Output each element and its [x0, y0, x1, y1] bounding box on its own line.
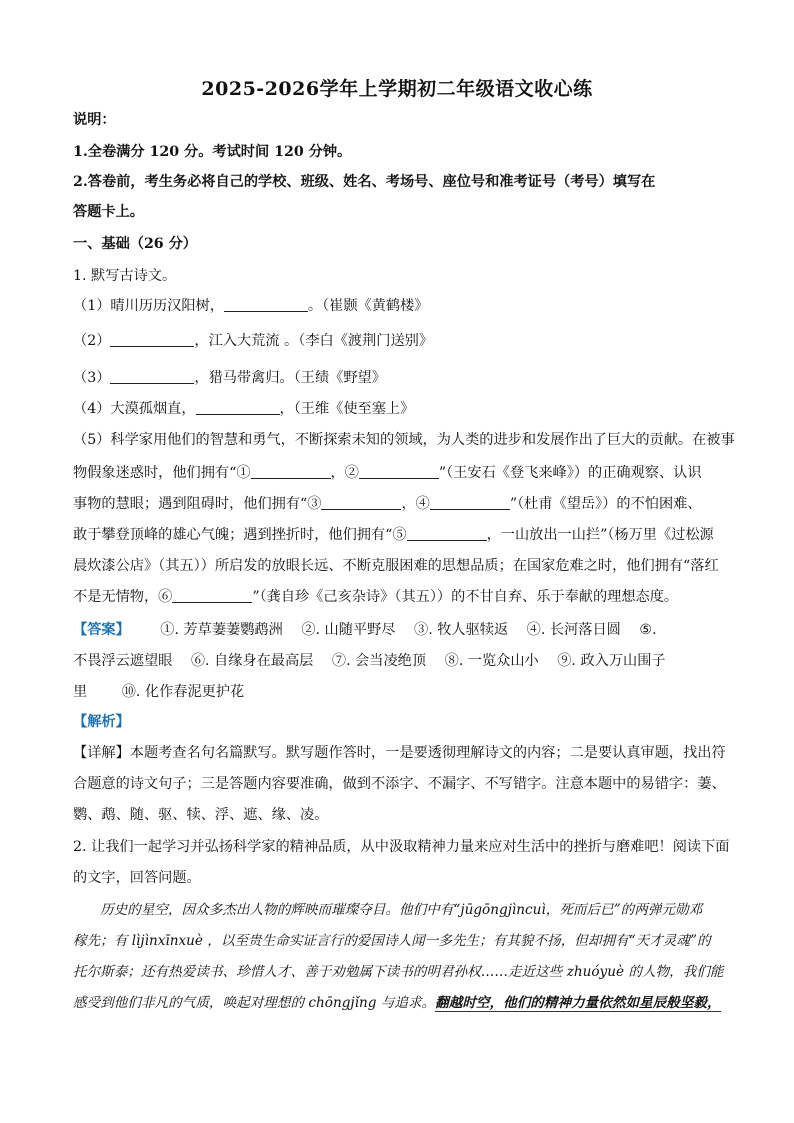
passage-line-4: 感受到他们非凡的气质，唤起对理想的 chōngjǐng 与追求。翻越时空，他们的精神力量依然如星辰般坚毅， [73, 995, 721, 1011]
question-1-item-4: （4）大漠孤烟直， ，（王维《使至塞上》 [73, 401, 415, 417]
answer-item: ⑧. 一览众山小 [444, 653, 539, 669]
answer-blank[interactable] [321, 495, 401, 510]
answers-line-1 [73, 620, 733, 640]
answer-blank[interactable] [172, 588, 252, 603]
analysis-label: 【解析】 [73, 714, 130, 730]
answers-line-2 [73, 651, 733, 671]
answer-blank[interactable] [110, 369, 194, 384]
detail-line-1: 【详解】本题考查名句名篇默写。默写题作答时，一是要透彻理解诗文的内容；二是要认真审题，找出符 [73, 745, 726, 761]
answer-item: ⑨. 政入万山围子 [557, 653, 666, 669]
answer-blank[interactable] [196, 400, 280, 415]
question-1-prompt: 1. 默写古诗文。 [73, 268, 177, 284]
answer-blank[interactable] [110, 332, 194, 347]
question-2-line-2: 的文字，回答问题。 [73, 870, 201, 886]
question-1-item-5-line-3: 事物的慧眼；遇到阻碍时，他们拥有“③ ，④ ”（杜甫《望岳》）的不怕困难、 [73, 496, 702, 512]
question-1-item-5-line-4: 敢于攀登顶峰的雄心气魄；遇到挫折时，他们拥有“⑤ ，一山放出一山拦”（杨万里《过松源 [73, 527, 714, 543]
detail-line-3: 鹦、鹉、随、驱、犊、浮、遮、缘、凌。 [73, 807, 329, 823]
answer-blank[interactable] [359, 464, 439, 479]
answer-item: ⑥. 自缘身在最高层 [190, 653, 314, 669]
answers-line-3 [73, 682, 733, 702]
answer-item: ⑦. 会当凌绝顶 [331, 653, 427, 669]
answer-item: 不畏浮云遮望眼 [73, 653, 173, 669]
note-2-line-2: 答题卡上。 [73, 204, 144, 220]
page-title: 2025-2026学年上学期初二年级语文收心练 [201, 78, 593, 100]
question-1-item-3: （3） ，猎马带禽归。（王绩《野望》 [73, 370, 386, 386]
answer-item: ⑤. [639, 622, 657, 638]
answer-blank[interactable] [430, 495, 510, 510]
answer-item: ④. 长河落日圆 [526, 622, 621, 638]
question-1-item-5-line-6: 不是无情物，⑥ ”（龚自珍《己亥杂诗》（其五））的不甘自弃、乐于奉献的理想态度。 [73, 589, 679, 605]
question-1-item-5-line-1: （5）科学家用他们的智慧和勇气，不断探索未知的领域，为人类的进步和发展作出了巨大的贡献。在被事 [73, 432, 735, 448]
passage-line-3: 托尔斯泰；还有热爱读书、珍惜人才、善于劝勉属下读书的明君孙权……走近这些 zhuóyuè 的人物，我们能 [73, 964, 724, 980]
section-heading: 一、基础（26 分） [73, 236, 197, 252]
question-1-item-2: （2） ，江入大荒流 。（李白《渡荆门送别》 [73, 333, 434, 349]
answer-item: 里 [73, 684, 88, 700]
answer-blank[interactable] [224, 297, 308, 312]
note-2-line-1: 2.答卷前，考生务必将自己的学校、班级、姓名、考场号、座位号和准考证号（考号）填写在 [73, 174, 656, 190]
detail-line-2: 合题意的诗文句子；三是答题内容要准确，做到不添字、不漏字、不写错字。注意本题中的易错字：萋、 [73, 776, 726, 792]
note-label: 说明： [73, 112, 116, 128]
note-1: 1.全卷满分 120 分。考试时间 120 分钟。 [73, 144, 352, 160]
underlined-sentence: 翻越时空，他们的精神力量依然如星辰般坚毅， [435, 995, 721, 1011]
question-1-item-5-line-5: 晨炊漆公店》（其五））所启发的放眼长远、不断克服困难的思想品质；在国家危难之时，他们拥有“落红 [73, 558, 719, 574]
answer-label: 【答案】 [73, 622, 130, 638]
answer-item: ①. 芳草萋萋鹦鹉洲 [160, 622, 283, 638]
question-1-item-1: （1）晴川历历汉阳树， 。（崔颢《黄鹤楼》 [73, 298, 429, 314]
question-1-item-5-line-2: 物假象迷惑时，他们拥有“① ，② ”（王安石《登飞来峰》）的正确观察、认识 [73, 465, 702, 481]
answer-blank[interactable] [407, 526, 487, 541]
answer-blank[interactable] [251, 464, 331, 479]
question-2-line-1: 2. 让我们一起学习并弘扬科学家的精神品质，从中汲取精神力量来应对生活中的挫折与磨难吧！阅读下面 [73, 839, 730, 855]
answer-item: ③. 牧人驱犊返 [414, 622, 509, 638]
passage-line-1: 历史的星空，因众多杰出人物的辉映而璀璨夺目。他们中有“jūgōngjìncuì，死而后已”的两弹元勋邓 [100, 902, 703, 918]
answer-item: ⑩. 化作春泥更护花 [121, 684, 245, 700]
passage-line-2: 稼先；有 lìjìnxīnxuè ，以至贵生命实证言行的爱国诗人闻一多先生；有其貌不扬，但却拥有“天才灵魂”的 [73, 933, 711, 949]
answer-item: ②. 山随平野尽 [301, 622, 396, 638]
